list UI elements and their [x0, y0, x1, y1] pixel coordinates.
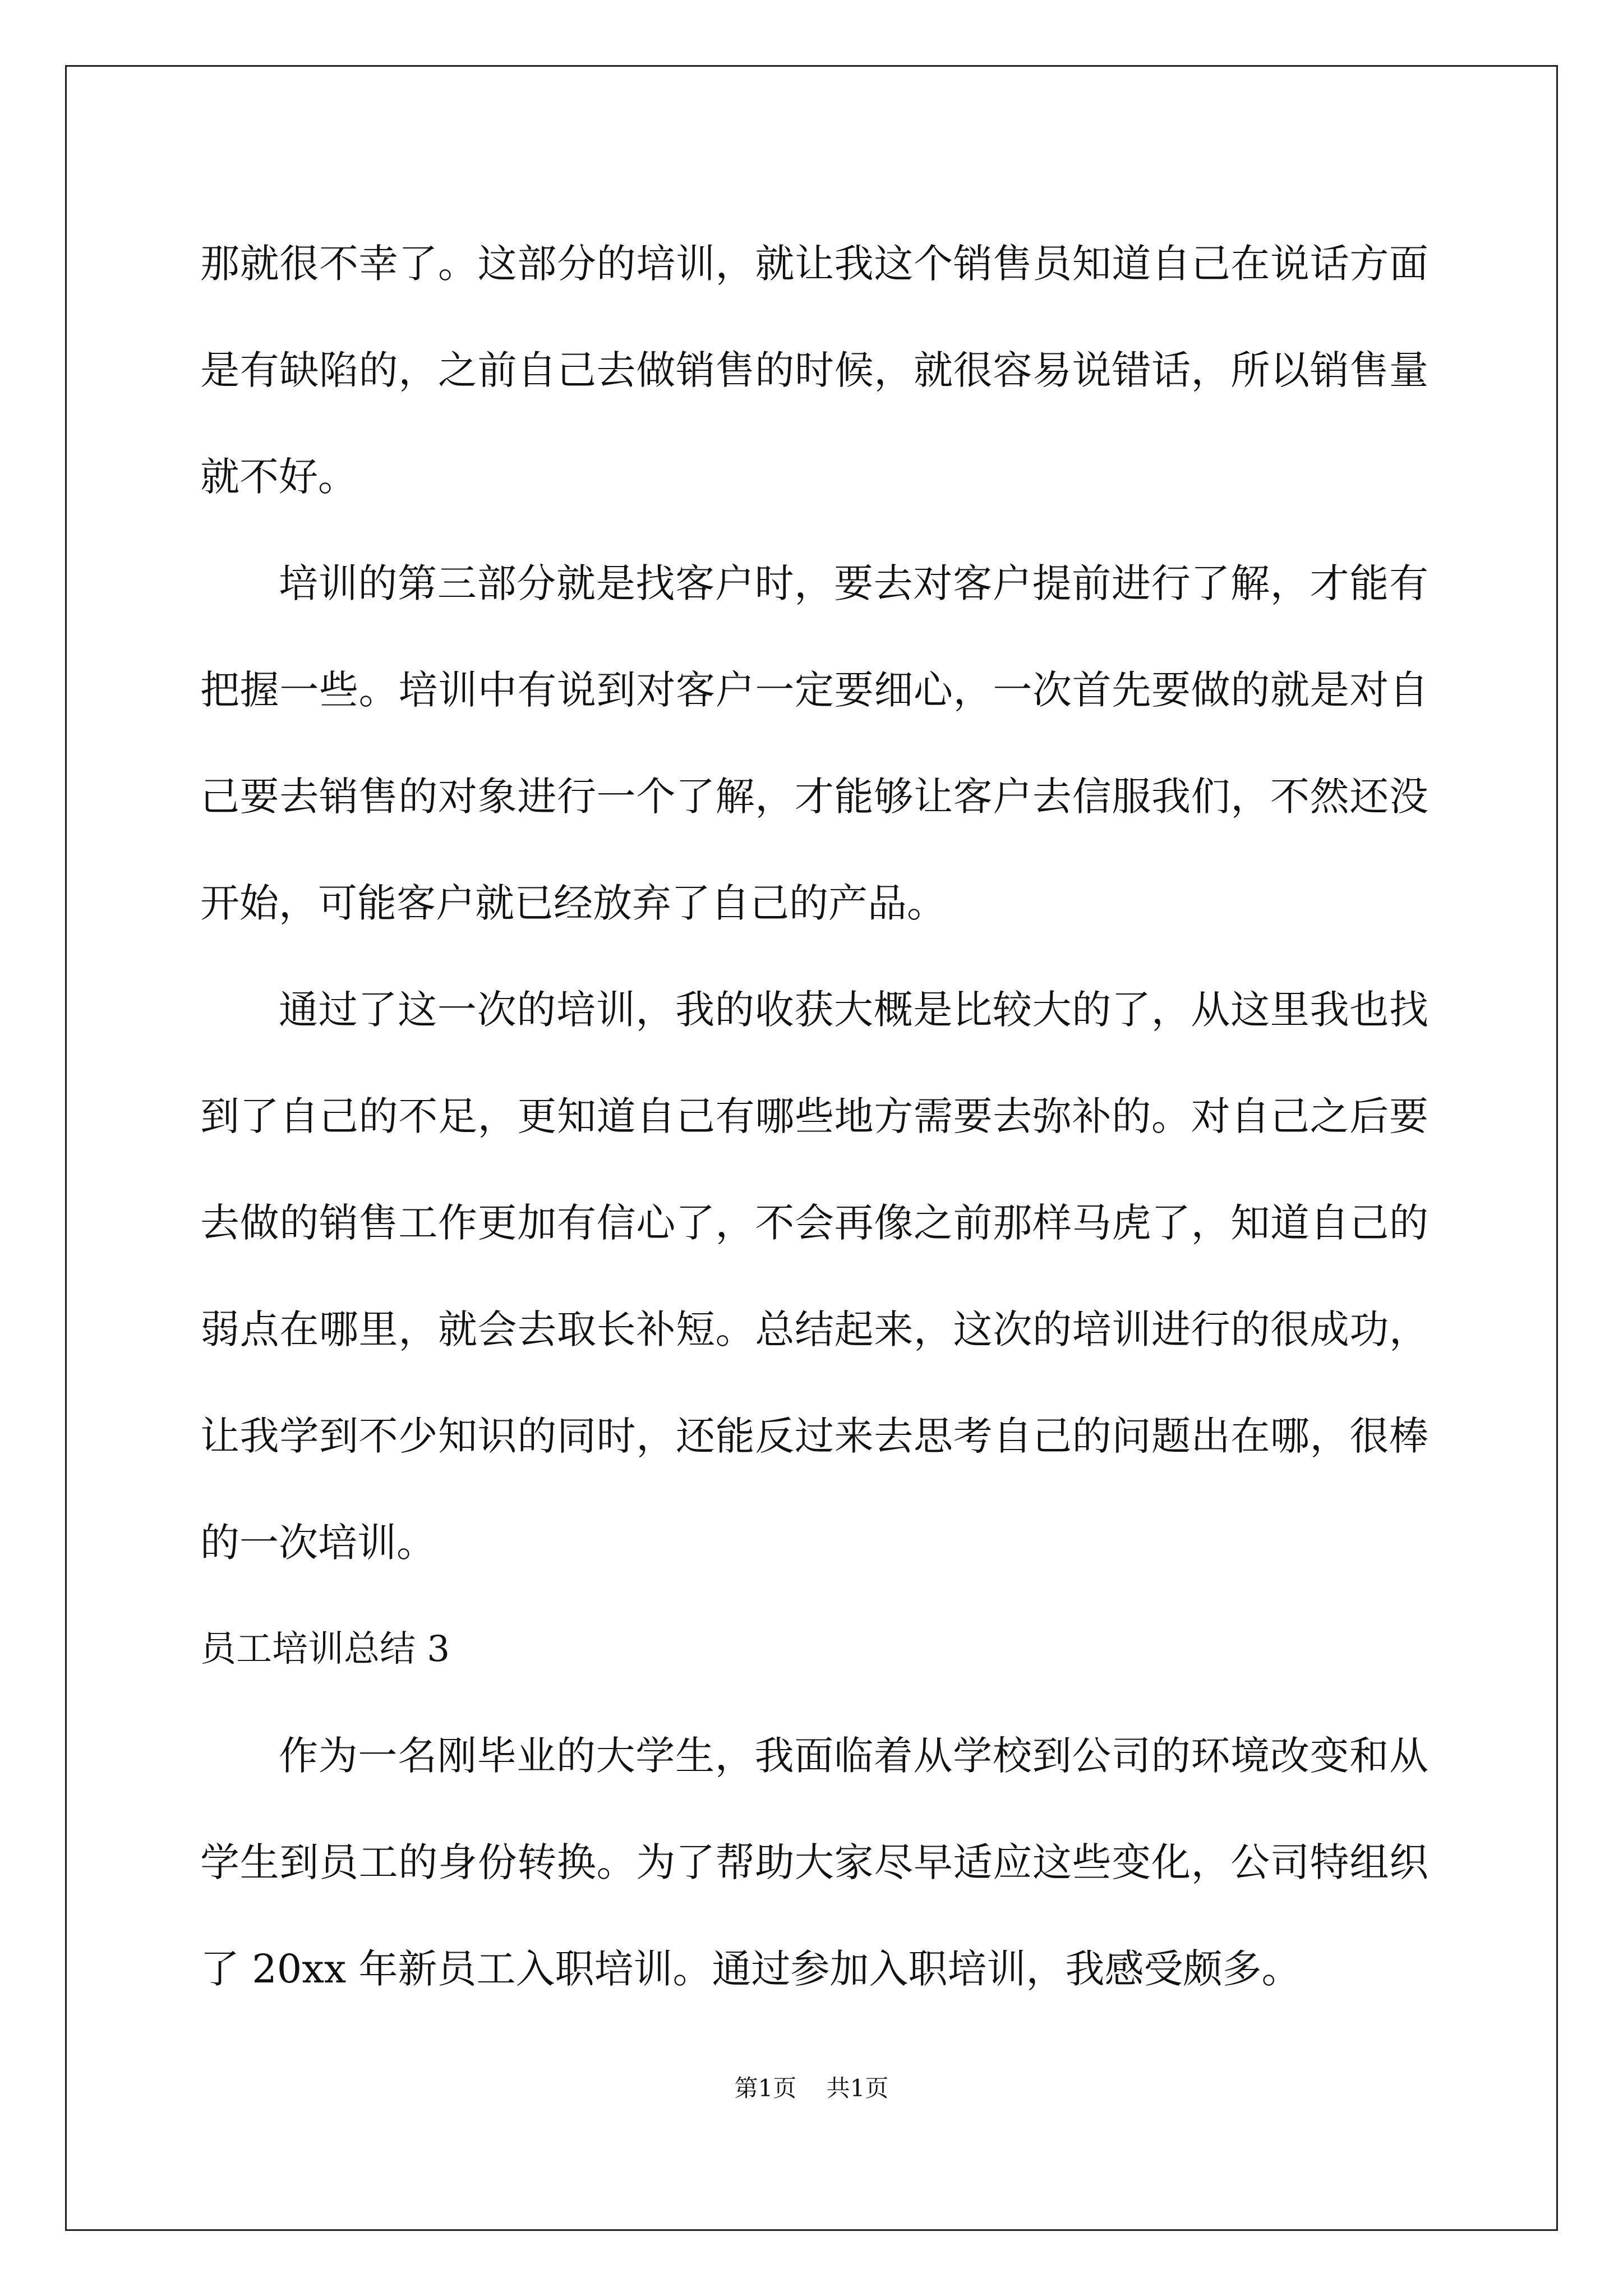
paragraph-1: 那就很不幸了。这部分的培训，就让我这个销售员知道自己在说话方面是有缺陷的，之前自己去做销售的时候，就很容易说错话，所以销售量就不好。 [200, 241, 1428, 500]
page-footer: 第1页 共1页 [734, 2074, 889, 2102]
section-heading: 员工培训总结 3 [200, 1628, 450, 1670]
paragraph-3: 通过了这一次的培训，我的收获大概是比较大的了，从这里我也找到了自己的不足，更知道自己有哪些地方需要去弥补的。对自己之后要去做的销售工作更加有信心了，不会再像之前那样马虎了，知道自己的弱点在哪里，就会去取长补短。总结起来，这次的培训进行的很成功，让我学到不少知识的同时，还能反过来去思考自己的问题出在哪，很棒的一次培训。 [200, 987, 1428, 1566]
document-body [200, 210, 1428, 2022]
paragraph-4: 作为一名刚毕业的大学生，我面临着从学校到公司的环境改变和从学生到员工的身份转换。为了帮助大家尽早适应这些变化，公司特组织了 20xx 年新员工入职培训。通过参加入职培训，我感受颇多。 [200, 1733, 1428, 1992]
paragraph-2: 培训的第三部分就是找客户时，要去对客户提前进行了解，才能有把握一些。培训中有说到对客户一定要细心，一次首先要做的就是对自己要去销售的对象进行一个了解，才能够让客户去信服我们，不然还没开始，可能客户就已经放弃了自己的产品。 [200, 560, 1428, 926]
